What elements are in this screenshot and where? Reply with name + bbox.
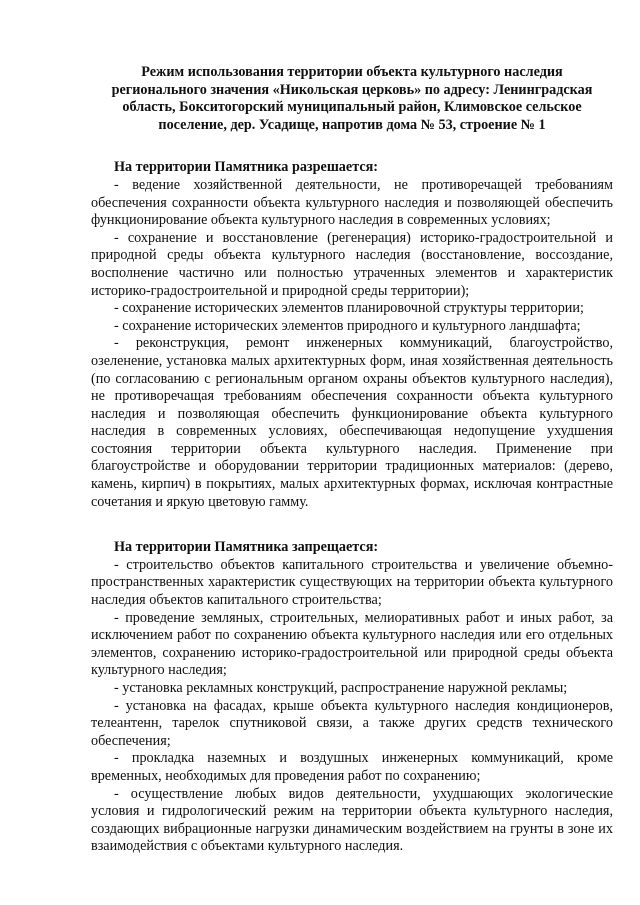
allowed-item: - реконструкция, ремонт инженерных коммуникаций, благоустройство, озеленение, установка малых архитектурных форм, иная хозяйственная деятельность (по согласованию с региональным органом охраны объектов культурного наследия), не противоречащая требованиям обеспечения сохранности объекта культурного наследия и позволяющая обеспечить функционирование объекта культурного наследия в современных условиях, обеспечивающая недопущение ухудшения состояния территории объекта культурного наследия. Применение при благоустройстве и оборудовании территории традиционных материалов: (дерево, камень, кирпич) в покрытиях, малых архитектурных формах, исключая контрастные сочетания и яркую цветовую гамму.: [91, 335, 613, 510]
forbidden-heading: На территории Памятника запрещается:: [114, 539, 379, 556]
allowed-item: - ведение хозяйственной деятельности, не противоречащей требованиям обеспечения сохранности объекта культурного наследия и позволяющей обеспечить функционирование объекта культурного наследия в современных условиях;: [91, 176, 613, 229]
document-title: Режим использования территории объекта культурного наследия регионального значения «Никольская церковь» по адресу: Ленинградская область, Бокситогорский муниципальный район, Климовское сельское поселение, дер. Усадище, напротив дома № 53, строение № 1: [111, 64, 593, 133]
allowed-item: - сохранение и восстановление (регенерация) историко-градостроительной и природной среды объекта культурного наследия (восстановление, воссоздание, восполнение частично или полностью утраченных элементов и характеристик историко-градостроительной и природной среды территории);: [91, 229, 613, 299]
forbidden-item: - строительство объектов капитального строительства и увеличение объемно-пространственных характеристик существующих на территории объекта культурного наследия объектов капитального строительства;: [91, 556, 613, 609]
forbidden-item: - прокладка наземных и воздушных инженерных коммуникаций, кроме временных, необходимых для проведения работ по сохранению;: [91, 750, 613, 784]
document-page: [91, 64, 613, 856]
forbidden-item: - установка на фасадах, крыше объекта культурного наследия кондиционеров, телеантенн, тарелок спутниковой связи, а также других средств технического обеспечения;: [91, 697, 613, 749]
forbidden-item: - установка рекламных конструкций, распространение наружной рекламы;: [114, 680, 568, 696]
allowed-item: - сохранение исторических элементов планировочной структуры территории;: [114, 300, 584, 317]
forbidden-item: - проведение земляных, строительных, мелиоративных работ и иных работ, за исключением работ по сохранению объекта культурного наследия или его отдельных элементов, сохранению историко-градостроительной или природной среды объекта культурного наследия;: [91, 609, 613, 679]
allowed-heading: На территории Памятника разрешается:: [114, 159, 379, 176]
allowed-item: - сохранение исторических элементов природного и культурного ландшафта;: [114, 317, 581, 334]
forbidden-item: - осуществление любых видов деятельности, ухудшающих экологические условия и гидрологический режим на территории объекта культурного наследия, создающих вибрационные нагрузки динамическим воздействием на грунты в зоне их взаимодействия с объектами культурного наследия.: [91, 785, 613, 855]
